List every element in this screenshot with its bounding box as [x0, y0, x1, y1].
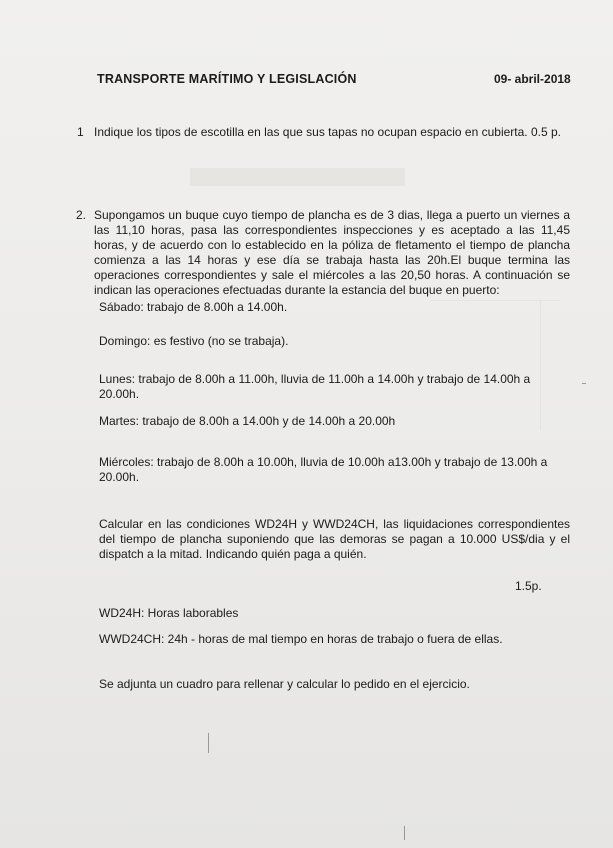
definition-wd24h: WD24H: Horas laborables [99, 606, 239, 620]
schedule-sabado: Sábado: trabajo de 8.00h a 14.00h. [99, 300, 288, 314]
calc-points: 1.5p. [515, 579, 542, 593]
scan-mark [582, 383, 586, 384]
footer-note: Se adjunta un cuadro para rellenar y calcular lo pedido en el ejercicio. [99, 677, 470, 691]
question-2-text: Supongamos un buque cuyo tiempo de plancha es de 3 dias, llega a puerto un viernes a las 11,10 horas, pasa las correspondientes inspecciones y es aceptado a las 11,45 horas, y de acuerdo con lo establecido en la póliza de fletamento el tiempo de plancha comienza a las 14 horas y ese día se trabaja hasta las 20h.El buque termina las operaciones correspondientes y sale el miércoles a las 20,50 horas. A continuación se indican las operaciones efectuadas durante la estancia del buque en puerto: [94, 208, 570, 297]
scan-mark [208, 733, 209, 753]
exam-date: 09- abril-2018 [494, 72, 571, 86]
question-2-number: 2. [76, 208, 87, 222]
show-through-block [190, 168, 405, 186]
schedule-domingo: Domingo: es festivo (no se trabaja). [99, 334, 289, 348]
schedule-martes: Martes: trabajo de 8.00h a 14.00h y de 14.00h a 20.00h [99, 414, 396, 428]
show-through-line [540, 300, 541, 430]
schedule-miercoles: Miércoles: trabajo de 8.00h a 10.00h, lluvia de 10.00h a13.00h y trabajo de 13.00h a 20.00h. [99, 455, 548, 484]
scan-mark [404, 826, 405, 840]
calc-instruction: Calcular en las condiciones WD24H y WWD24CH, las liquidaciones correspondientes del tiempo de plancha suponiendo que las demoras se pagan a 10.000 US$/dia y el dispatch a la mitad. Indicando quién paga a quién. [99, 517, 570, 561]
definition-wwd24ch: WWD24CH: 24h - horas de mal tiempo en horas de trabajo o fuera de ellas. [99, 632, 503, 646]
schedule-lunes: Lunes: trabajo de 8.00h a 11.00h, lluvia de 11.00h a 14.00h y trabajo de 14.00h a 20.00h. [99, 372, 531, 401]
exam-title: TRANSPORTE MARÍTIMO Y LEGISLACIÓN [97, 72, 357, 86]
question-1-text: Indique los tipos de escotilla en las que sus tapas no ocupan espacio en cubierta. 0.5 p. [94, 125, 561, 139]
question-1-number: 1 [77, 125, 84, 139]
